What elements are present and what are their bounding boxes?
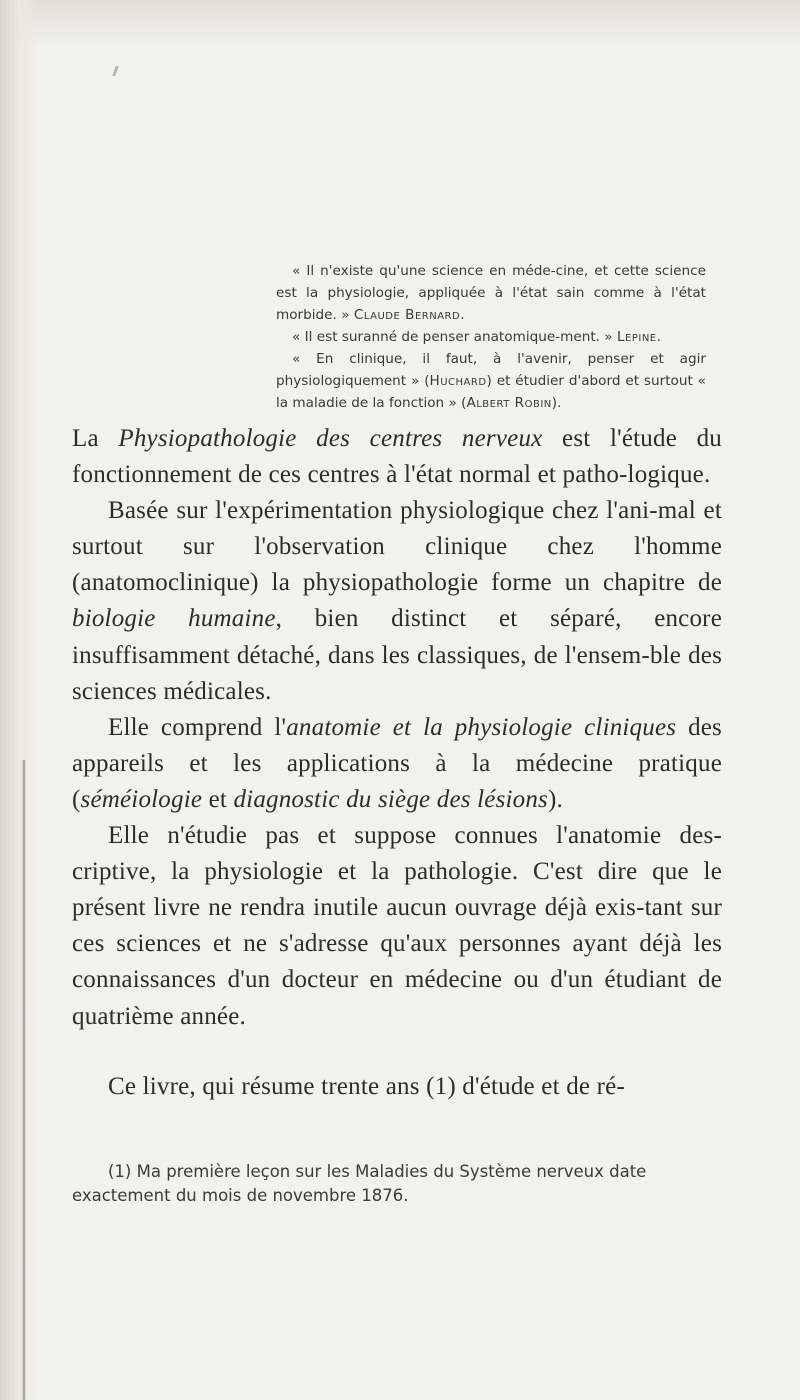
emphasis: anatomie et la physiologie cliniques — [286, 713, 677, 741]
paragraph: Elle comprend l'anatomie et la physiologie cliniques des appareils et les applications à la médecine pratique (séméiologie et diagnostic du siège des lésions). — [72, 713, 722, 813]
page-edge-left — [0, 0, 40, 1400]
emphasis: Physiopathologie des centres nerveux — [118, 425, 543, 452]
footnote-text: (1) Ma première leçon sur les Maladies du Système nerveux date exactement du mois de novembre 1876. — [72, 1162, 647, 1205]
epigraph — [276, 260, 706, 414]
paragraph: Elle n'étudie pas et suppose connues l'anatomie des-criptive, la physiologie et la pathologie. C'est dire que le présent livre ne rendra inutile aucun ouvrage déjà exis-tant sur ces sciences et ne s'adresse qu'aux personnes ayant déjà les connaissances d'un docteur en médecine ou d'un étudiant de quatrième année. — [72, 822, 722, 1030]
paragraph: La Physiopathologie des centres nerveux est l'étude du fonctionnement de ces centres à l'état normal et patho-logique. — [72, 425, 723, 489]
paragraph: Basée sur l'expérimentation physiologique chez l'ani-mal et surtout sur l'observation clinique chez l'homme (anatomoclinique) la physiopathologie forme un chapitre de biologie humaine, bien distinct et séparé, encore insuffisamment détaché, dans les classiques, de l'ensem-ble des sciences médicales. — [72, 497, 723, 705]
epigraph-quote-lepine: « Il est suranné de penser anatomique-ment. » Lepine. — [292, 329, 662, 345]
epigraph-quote-bernard: « Il n'existe qu'une science en méde-cine, et cette science est la physiologie, appliquée à l'état sain comme à l'état morbide. » Claude Bernard. — [276, 263, 706, 323]
binding-shadow — [22, 760, 26, 1400]
epigraph-author: Huchard — [429, 373, 487, 389]
epigraph-quote-huchard-robin: « En clinique, il faut, à l'avenir, penser et agir physiologiquement » (Huchard) et étudier d'abord et surtout « la maladie de la fonction » (Albert Robin). — [276, 351, 706, 411]
epigraph-author: Albert Robin — [466, 395, 552, 411]
page-edge-top — [0, 0, 800, 50]
paragraph: Ce livre, qui résume trente ans (1) d'étude et de ré- — [108, 1072, 625, 1100]
main-text — [72, 421, 722, 1105]
stray-mark — [112, 66, 119, 76]
emphasis: biologie humaine — [72, 605, 276, 633]
footnote — [72, 1160, 722, 1208]
emphasis: séméiologie — [80, 785, 203, 813]
epigraph-author: Lepine. — [616, 329, 662, 345]
epigraph-author: Claude Bernard. — [353, 307, 466, 323]
emphasis: diagnostic du siège des lésions — [233, 785, 548, 813]
